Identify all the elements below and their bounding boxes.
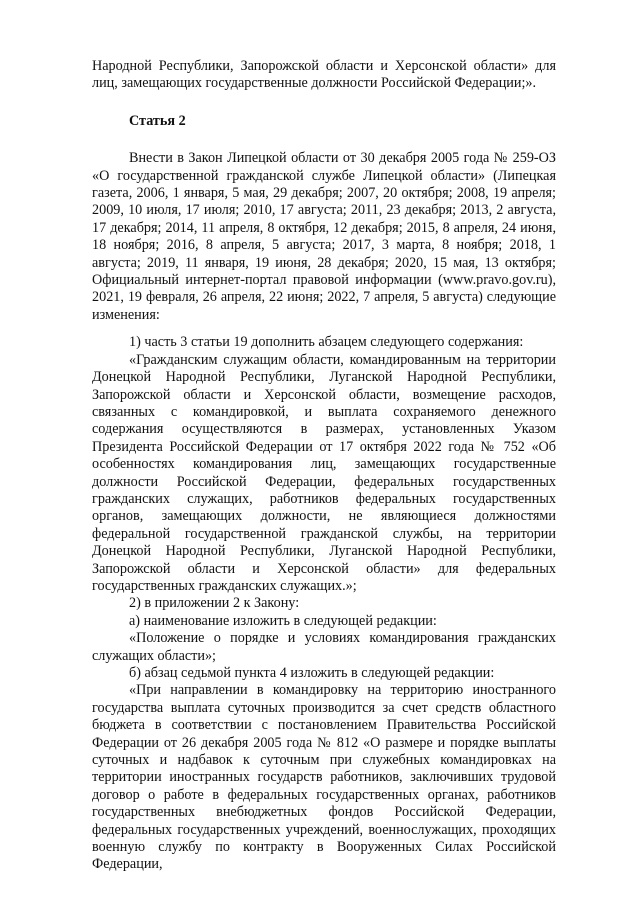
item-2b-text: «При направлении в командировку на территорию иностранного государства выплата суточных производится за счет средств областного бюджета в соответствии с постановлением Правительства Российской Федерации от 26 декабря 2005 года № 812 «О размере и порядке выплаты суточных и надбавок к суточным при служебных командировках на территории иностранных государств работников, заключивших трудовой договор о работе в федеральных государственных органах, работников государственных внебюджетных фондов Российской Федерации, федеральных государственных учреждений, военнослужащих, проходящих военную службу по контракту в Вооруженных Силах Российской Федерации, [92, 682, 556, 873]
item-2: 2) в приложении 2 к Закону: [129, 595, 300, 612]
item-1-text: «Гражданским служащим области, командированным на территории Донецкой Народной Республики, Луганской Народной Республики, Запорожской области и Херсонской области, возмещение расходов, связанных с командировкой, и выплата сохраняемого денежного содержания осуществляются в размерах, установленных Указом Президента Российской Федерации от 17 октября 2022 года № 752 «Об особенностях командирования лиц, замещающих государственные должности Российской Федерации, федеральных государственных гражданских служащих, работников федеральных государственных органов, замещающих должности, не являющиеся должностями федеральной государственной гражданской службы, на территории Донецкой Народной Республики, Луганской Народной Республики, Запорожской области и Херсонской области» для федеральных государственных гражданских служащих.»; [92, 351, 556, 594]
item-2a: а) наименование изложить в следующей редакции: [129, 612, 437, 629]
intro-paragraph: Народной Республики, Запорожской области и Херсонской области» для лиц, замещающих государственные должности Российской Федерации;». [92, 58, 556, 92]
item-1: 1) часть 3 статьи 19 дополнить абзацем следующего содержания: [129, 334, 524, 351]
item-2b: б) абзац седьмой пункта 4 изложить в следующей редакции: [129, 665, 495, 681]
document-page [92, 58, 556, 874]
article-heading: Статья 2 [129, 112, 186, 129]
spacer [92, 324, 556, 334]
item-2a-text: «Положение о порядке и условиях командирования гражданских служащих области»; [92, 630, 556, 664]
amendment-paragraph: Внести в Закон Липецкой области от 30 декабря 2005 года № 259-ОЗ «О государственной гражданской службе Липецкой области» (Липецкая газета, 2006, 1 января, 5 мая, 29 декабря; 2007, 20 октября; 2008, 19 апреля; 2009, 10 июля, 17 июля; 2010, 17 августа; 2011, 23 декабря; 2013, 2 августа, 17 декабря; 2014, 11 апреля, 8 октября, 12 декабря; 2015, 8 апреля, 24 июня, 18 ноября; 2016, 8 апреля, 5 августа; 2017, 3 марта, 8 ноября; 2018, 1 августа; 2019, 11 января, 19 июня, 28 декабря; 2020, 15 мая, 13 октября; Официальный интернет-портал правовой информации (www.pravo.gov.ru), 2021, 19 февраля, 26 апреля, 22 июня; 2022, 7 апреля, 5 августа) следующие изменения: [92, 150, 556, 323]
